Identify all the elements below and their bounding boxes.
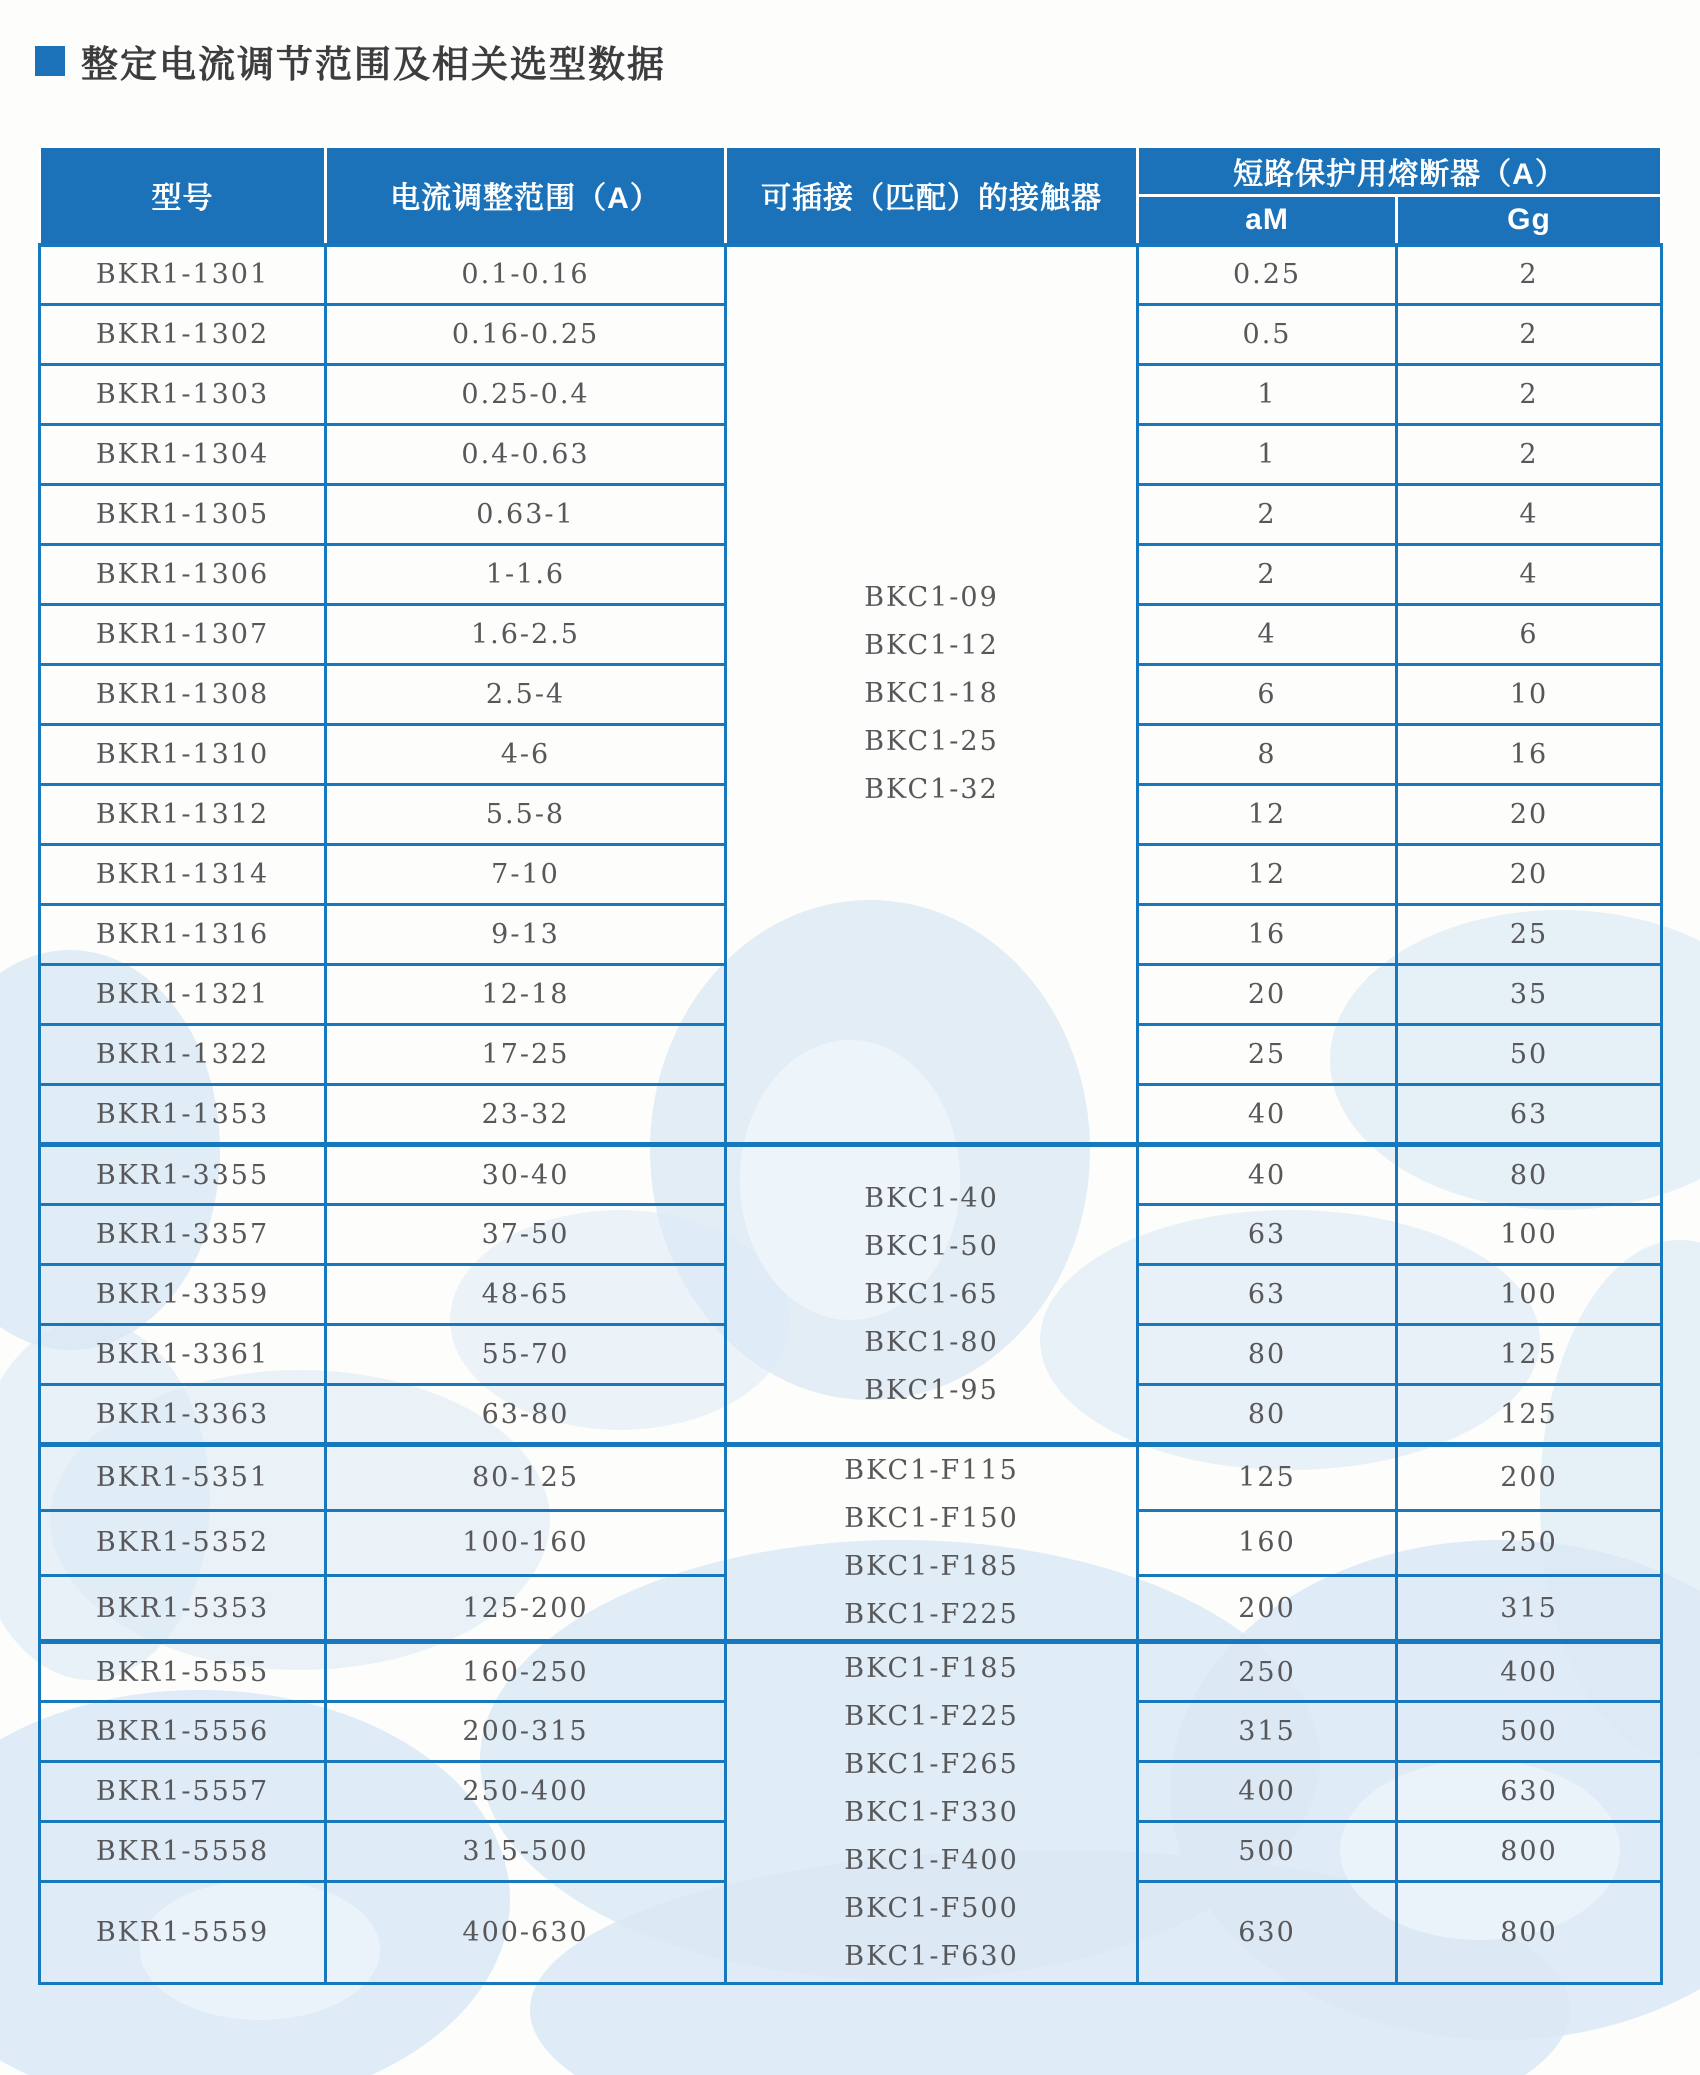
fuse-am-cell: 40: [1138, 1145, 1397, 1205]
model-cell: BKR1-5557: [40, 1762, 326, 1822]
fuse-am-cell: 4: [1138, 605, 1397, 665]
fuse-gg-cell: 2: [1397, 305, 1662, 365]
fuse-gg-cell: 250: [1397, 1510, 1662, 1576]
model-cell: BKR1-5353: [40, 1576, 326, 1642]
model-cell: BKR1-3355: [40, 1145, 326, 1205]
range-cell: 17-25: [326, 1025, 726, 1085]
fuse-am-cell: 500: [1138, 1822, 1397, 1882]
contactor-line: BKC1-F330: [844, 1797, 1019, 1828]
fuse-am-cell: 63: [1138, 1205, 1397, 1265]
model-cell: BKR1-1314: [40, 845, 326, 905]
fuse-gg-cell: 35: [1397, 965, 1662, 1025]
col-header-model: 型号: [40, 147, 326, 245]
fuse-gg-cell: 800: [1397, 1822, 1662, 1882]
fuse-am-cell: 6: [1138, 665, 1397, 725]
range-cell: 100-160: [326, 1510, 726, 1576]
fuse-gg-cell: 20: [1397, 845, 1662, 905]
range-cell: 55-70: [326, 1325, 726, 1385]
range-cell: 30-40: [326, 1145, 726, 1205]
range-cell: 0.63-1: [326, 485, 726, 545]
col-header-contactor: 可插接（匹配）的接触器: [726, 147, 1138, 245]
contactor-line: BKC1-32: [864, 774, 999, 806]
model-cell: BKR1-1307: [40, 605, 326, 665]
col-header-fuse: 短路保护用熔断器（A）: [1138, 147, 1662, 196]
model-cell: BKR1-5555: [40, 1642, 326, 1702]
fuse-gg-cell: 80: [1397, 1145, 1662, 1205]
fuse-gg-cell: 4: [1397, 485, 1662, 545]
model-cell: BKR1-5559: [40, 1882, 326, 1984]
fuse-gg-cell: 400: [1397, 1642, 1662, 1702]
title-bullet-square: [35, 46, 65, 76]
contactor-line: BKC1-F225: [844, 1599, 1019, 1630]
fuse-gg-cell: 2: [1397, 365, 1662, 425]
contactor-line: BKC1-09: [864, 582, 999, 614]
contactor-cell: [726, 1145, 1138, 1445]
contactor-cell: [726, 1642, 1138, 1984]
range-cell: 5.5-8: [326, 785, 726, 845]
fuse-am-cell: 1: [1138, 365, 1397, 425]
page-title: 整定电流调节范围及相关选型数据: [81, 44, 666, 85]
range-cell: 0.4-0.63: [326, 425, 726, 485]
range-cell: 400-630: [326, 1882, 726, 1984]
model-cell: BKR1-1303: [40, 365, 326, 425]
fuse-gg-cell: 200: [1397, 1445, 1662, 1511]
contactor-line: BKC1-80: [864, 1326, 999, 1358]
col-header-range: 电流调整范围（A）: [326, 147, 726, 245]
model-cell: BKR1-1316: [40, 905, 326, 965]
contactor-line: BKC1-12: [864, 630, 999, 662]
fuse-am-cell: 0.25: [1138, 245, 1397, 305]
fuse-am-cell: 160: [1138, 1510, 1397, 1576]
range-cell: 0.25-0.4: [326, 365, 726, 425]
fuse-am-cell: 16: [1138, 905, 1397, 965]
fuse-am-cell: 8: [1138, 725, 1397, 785]
range-cell: 12-18: [326, 965, 726, 1025]
fuse-gg-cell: 4: [1397, 545, 1662, 605]
contactor-line: BKC1-95: [864, 1374, 999, 1406]
model-cell: BKR1-1304: [40, 425, 326, 485]
range-cell: 200-315: [326, 1702, 726, 1762]
fuse-am-cell: 630: [1138, 1882, 1397, 1984]
col-header-fuse-am: aM: [1138, 196, 1397, 245]
model-cell: BKR1-1322: [40, 1025, 326, 1085]
fuse-gg-cell: 125: [1397, 1325, 1662, 1385]
fuse-am-cell: 25: [1138, 1025, 1397, 1085]
fuse-am-cell: 400: [1138, 1762, 1397, 1822]
range-cell: 1-1.6: [326, 545, 726, 605]
fuse-am-cell: 125: [1138, 1445, 1397, 1511]
fuse-am-cell: 250: [1138, 1642, 1397, 1702]
range-cell: 9-13: [326, 905, 726, 965]
fuse-gg-cell: 25: [1397, 905, 1662, 965]
model-cell: BKR1-3359: [40, 1265, 326, 1325]
range-cell: 7-10: [326, 845, 726, 905]
table-row: [40, 1642, 1662, 1702]
range-cell: 48-65: [326, 1265, 726, 1325]
model-cell: BKR1-5351: [40, 1445, 326, 1511]
range-cell: 23-32: [326, 1085, 726, 1145]
contactor-cell: [726, 245, 1138, 1145]
fuse-am-cell: 12: [1138, 785, 1397, 845]
fuse-gg-cell: 125: [1397, 1385, 1662, 1445]
fuse-am-cell: 80: [1138, 1325, 1397, 1385]
model-cell: BKR1-1308: [40, 665, 326, 725]
fuse-am-cell: 200: [1138, 1576, 1397, 1642]
model-cell: BKR1-1353: [40, 1085, 326, 1145]
fuse-gg-cell: 16: [1397, 725, 1662, 785]
fuse-am-cell: 20: [1138, 965, 1397, 1025]
model-cell: BKR1-1302: [40, 305, 326, 365]
contactor-line: BKC1-F185: [844, 1551, 1019, 1582]
range-cell: 37-50: [326, 1205, 726, 1265]
model-cell: BKR1-1301: [40, 245, 326, 305]
contactor-line: BKC1-25: [864, 726, 999, 758]
fuse-gg-cell: 50: [1397, 1025, 1662, 1085]
fuse-gg-cell: 63: [1397, 1085, 1662, 1145]
model-cell: BKR1-1310: [40, 725, 326, 785]
contactor-line: BKC1-F150: [844, 1503, 1019, 1534]
contactor-line: BKC1-F500: [844, 1893, 1019, 1924]
selection-data-table: [38, 145, 1663, 1985]
fuse-am-cell: 0.5: [1138, 305, 1397, 365]
fuse-gg-cell: 2: [1397, 425, 1662, 485]
model-cell: BKR1-5556: [40, 1702, 326, 1762]
contactor-cell: [726, 1445, 1138, 1642]
fuse-gg-cell: 6: [1397, 605, 1662, 665]
range-cell: 4-6: [326, 725, 726, 785]
fuse-am-cell: 2: [1138, 485, 1397, 545]
range-cell: 250-400: [326, 1762, 726, 1822]
fuse-am-cell: 2: [1138, 545, 1397, 605]
contactor-line: BKC1-F115: [844, 1455, 1019, 1486]
fuse-am-cell: 1: [1138, 425, 1397, 485]
contactor-line: BKC1-F225: [844, 1701, 1019, 1732]
contactor-line: BKC1-F630: [844, 1941, 1019, 1972]
model-cell: BKR1-1305: [40, 485, 326, 545]
model-cell: BKR1-5558: [40, 1822, 326, 1882]
fuse-gg-cell: 20: [1397, 785, 1662, 845]
fuse-gg-cell: 800: [1397, 1882, 1662, 1984]
model-cell: BKR1-3357: [40, 1205, 326, 1265]
model-cell: BKR1-1312: [40, 785, 326, 845]
fuse-am-cell: 12: [1138, 845, 1397, 905]
fuse-gg-cell: 315: [1397, 1576, 1662, 1642]
fuse-am-cell: 315: [1138, 1702, 1397, 1762]
fuse-gg-cell: 500: [1397, 1702, 1662, 1762]
fuse-am-cell: 63: [1138, 1265, 1397, 1325]
fuse-am-cell: 80: [1138, 1385, 1397, 1445]
contactor-line: BKC1-50: [864, 1230, 999, 1262]
range-cell: 125-200: [326, 1576, 726, 1642]
contactor-line: BKC1-F400: [844, 1845, 1019, 1876]
contactor-line: BKC1-F265: [844, 1749, 1019, 1780]
model-cell: BKR1-5352: [40, 1510, 326, 1576]
table-row: [40, 245, 1662, 305]
range-cell: 0.1-0.16: [326, 245, 726, 305]
range-cell: 63-80: [326, 1385, 726, 1445]
model-cell: BKR1-3361: [40, 1325, 326, 1385]
table-row: [40, 1145, 1662, 1205]
col-header-fuse-gg: Gg: [1397, 196, 1662, 245]
contactor-line: BKC1-18: [864, 678, 999, 710]
model-cell: BKR1-3363: [40, 1385, 326, 1445]
range-cell: 1.6-2.5: [326, 605, 726, 665]
model-cell: BKR1-1306: [40, 545, 326, 605]
range-cell: 160-250: [326, 1642, 726, 1702]
fuse-gg-cell: 10: [1397, 665, 1662, 725]
contactor-line: BKC1-40: [864, 1182, 999, 1214]
fuse-gg-cell: 630: [1397, 1762, 1662, 1822]
range-cell: 80-125: [326, 1445, 726, 1511]
range-cell: 2.5-4: [326, 665, 726, 725]
fuse-am-cell: 40: [1138, 1085, 1397, 1145]
contactor-line: BKC1-F185: [844, 1653, 1019, 1684]
fuse-gg-cell: 100: [1397, 1265, 1662, 1325]
model-cell: BKR1-1321: [40, 965, 326, 1025]
fuse-gg-cell: 100: [1397, 1205, 1662, 1265]
fuse-gg-cell: 2: [1397, 245, 1662, 305]
page-title-row: [35, 34, 666, 88]
table-row: [40, 1445, 1662, 1511]
range-cell: 0.16-0.25: [326, 305, 726, 365]
contactor-line: BKC1-65: [864, 1278, 999, 1310]
range-cell: 315-500: [326, 1822, 726, 1882]
